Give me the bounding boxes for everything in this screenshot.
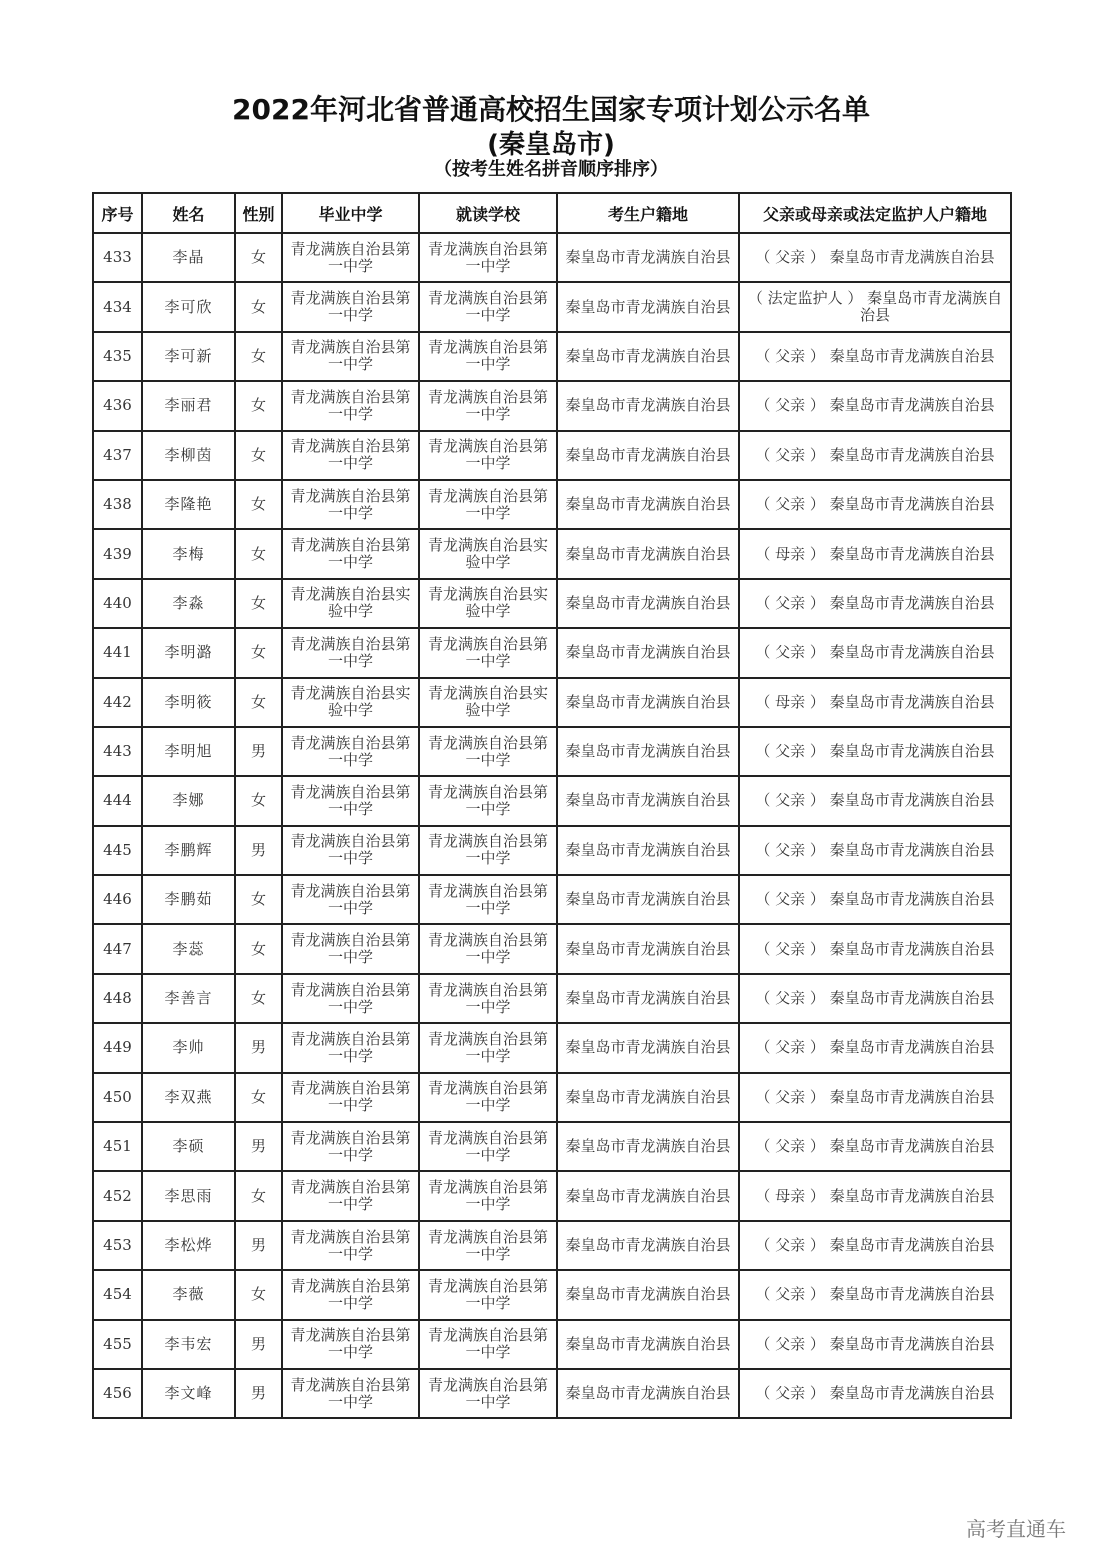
gender-cell: 女 [235, 381, 282, 430]
row-no-cell: 436 [93, 381, 142, 430]
grad-school-cell: 青龙满族自治县第一中学 [282, 233, 419, 282]
gender-cell: 男 [235, 1320, 282, 1369]
current-school-cell: 青龙满族自治县第一中学 [419, 875, 557, 924]
guardian-hukou-cell: （ 父亲 ） 秦皇岛市青龙满族自治县 [739, 233, 1011, 282]
guardian-hukou-cell: （ 父亲 ） 秦皇岛市青龙满族自治县 [739, 1270, 1011, 1319]
table-row [93, 1122, 1011, 1171]
table-row [93, 1171, 1011, 1220]
guardian-hukou-cell: （ 父亲 ） 秦皇岛市青龙满族自治县 [739, 1320, 1011, 1369]
grad-school-cell: 青龙满族自治县第一中学 [282, 727, 419, 776]
grad-school-cell: 青龙满族自治县第一中学 [282, 875, 419, 924]
row-no-cell: 450 [93, 1073, 142, 1122]
row-no-cell: 444 [93, 776, 142, 825]
current-school-cell: 青龙满族自治县第一中学 [419, 1320, 557, 1369]
current-school-cell: 青龙满族自治县实验中学 [419, 678, 557, 727]
gender-cell: 女 [235, 1270, 282, 1319]
student-name-cell: 李帅 [142, 1023, 235, 1072]
document-title: 2022年河北省普通高校招生国家专项计划公示名单 [232, 93, 870, 126]
guardian-hukou-cell: （ 父亲 ） 秦皇岛市青龙满族自治县 [739, 1122, 1011, 1171]
gender-cell: 男 [235, 1023, 282, 1072]
student-name-cell: 李硕 [142, 1122, 235, 1171]
header-name: 姓名 [142, 193, 235, 233]
gender-cell: 男 [235, 1221, 282, 1270]
student-hukou-cell: 秦皇岛市青龙满族自治县 [557, 332, 739, 381]
row-no-cell: 435 [93, 332, 142, 381]
header-no: 序号 [93, 193, 142, 233]
guardian-hukou-cell: （ 父亲 ） 秦皇岛市青龙满族自治县 [739, 579, 1011, 628]
current-school-cell: 青龙满族自治县第一中学 [419, 974, 557, 1023]
table-row [93, 1073, 1011, 1122]
grad-school-cell: 青龙满族自治县第一中学 [282, 1171, 419, 1220]
row-no-cell: 454 [93, 1270, 142, 1319]
student-hukou-cell: 秦皇岛市青龙满族自治县 [557, 1270, 739, 1319]
gender-cell: 女 [235, 875, 282, 924]
current-school-cell: 青龙满族自治县第一中学 [419, 1122, 557, 1171]
student-hukou-cell: 秦皇岛市青龙满族自治县 [557, 826, 739, 875]
grad-school-cell: 青龙满族自治县第一中学 [282, 826, 419, 875]
current-school-cell: 青龙满族自治县实验中学 [419, 529, 557, 578]
student-name-cell: 李蕊 [142, 924, 235, 973]
gender-cell: 女 [235, 431, 282, 480]
current-school-cell: 青龙满族自治县第一中学 [419, 282, 557, 331]
row-no-cell: 437 [93, 431, 142, 480]
gender-cell: 女 [235, 282, 282, 331]
guardian-hukou-cell: （ 父亲 ） 秦皇岛市青龙满族自治县 [739, 1369, 1011, 1418]
student-name-cell: 李淼 [142, 579, 235, 628]
guardian-hukou-cell: （ 父亲 ） 秦皇岛市青龙满族自治县 [739, 628, 1011, 677]
grad-school-cell: 青龙满族自治县第一中学 [282, 1073, 419, 1122]
student-name-cell: 李鹏辉 [142, 826, 235, 875]
guardian-hukou-cell: （ 父亲 ） 秦皇岛市青龙满族自治县 [739, 381, 1011, 430]
gender-cell: 男 [235, 1122, 282, 1171]
table-row [93, 875, 1011, 924]
student-hukou-cell: 秦皇岛市青龙满族自治县 [557, 678, 739, 727]
gender-cell: 男 [235, 727, 282, 776]
current-school-cell: 青龙满族自治县第一中学 [419, 480, 557, 529]
table-row [93, 1270, 1011, 1319]
table-row [93, 924, 1011, 973]
student-hukou-cell: 秦皇岛市青龙满族自治县 [557, 1221, 739, 1270]
current-school-cell: 青龙满族自治县第一中学 [419, 431, 557, 480]
student-hukou-cell: 秦皇岛市青龙满族自治县 [557, 1073, 739, 1122]
current-school-cell: 青龙满族自治县第一中学 [419, 1369, 557, 1418]
guardian-hukou-cell: （ 法定监护人 ） 秦皇岛市青龙满族自治县 [739, 282, 1011, 331]
gender-cell: 女 [235, 924, 282, 973]
student-hukou-cell: 秦皇岛市青龙满族自治县 [557, 1122, 739, 1171]
student-name-cell: 李柳茵 [142, 431, 235, 480]
gender-cell: 女 [235, 529, 282, 578]
student-hukou-cell: 秦皇岛市青龙满族自治县 [557, 431, 739, 480]
guardian-hukou-cell: （ 父亲 ） 秦皇岛市青龙满族自治县 [739, 826, 1011, 875]
table-row [93, 233, 1011, 282]
guardian-hukou-cell: （ 父亲 ） 秦皇岛市青龙满族自治县 [739, 431, 1011, 480]
student-hukou-cell: 秦皇岛市青龙满族自治县 [557, 776, 739, 825]
guardian-hukou-cell: （ 父亲 ） 秦皇岛市青龙满族自治县 [739, 875, 1011, 924]
row-no-cell: 441 [93, 628, 142, 677]
grad-school-cell: 青龙满族自治县实验中学 [282, 579, 419, 628]
current-school-cell: 青龙满族自治县第一中学 [419, 1073, 557, 1122]
watermark: 高考直通车 [966, 1517, 1066, 1541]
header-gender: 性别 [235, 193, 282, 233]
row-no-cell: 439 [93, 529, 142, 578]
grad-school-cell: 青龙满族自治县第一中学 [282, 1122, 419, 1171]
student-name-cell: 李可新 [142, 332, 235, 381]
row-no-cell: 456 [93, 1369, 142, 1418]
gender-cell: 女 [235, 776, 282, 825]
student-hukou-cell: 秦皇岛市青龙满族自治县 [557, 1320, 739, 1369]
guardian-hukou-cell: （ 父亲 ） 秦皇岛市青龙满族自治县 [739, 480, 1011, 529]
gender-cell: 女 [235, 1171, 282, 1220]
gender-cell: 女 [235, 1073, 282, 1122]
row-no-cell: 452 [93, 1171, 142, 1220]
row-no-cell: 434 [93, 282, 142, 331]
grad-school-cell: 青龙满族自治县第一中学 [282, 628, 419, 677]
table-row [93, 826, 1011, 875]
grad-school-cell: 青龙满族自治县第一中学 [282, 1270, 419, 1319]
gender-cell: 女 [235, 579, 282, 628]
table-row [93, 1023, 1011, 1072]
current-school-cell: 青龙满族自治县第一中学 [419, 1023, 557, 1072]
current-school-cell: 青龙满族自治县第一中学 [419, 1221, 557, 1270]
table-row [93, 282, 1011, 331]
table-row [93, 974, 1011, 1023]
grad-school-cell: 青龙满族自治县第一中学 [282, 332, 419, 381]
gender-cell: 男 [235, 1369, 282, 1418]
grad-school-cell: 青龙满族自治县第一中学 [282, 974, 419, 1023]
guardian-hukou-cell: （ 父亲 ） 秦皇岛市青龙满族自治县 [739, 1073, 1011, 1122]
current-school-cell: 青龙满族自治县第一中学 [419, 826, 557, 875]
student-hukou-cell: 秦皇岛市青龙满族自治县 [557, 480, 739, 529]
guardian-hukou-cell: （ 父亲 ） 秦皇岛市青龙满族自治县 [739, 727, 1011, 776]
student-name-cell: 李鹏茹 [142, 875, 235, 924]
student-name-cell: 李思雨 [142, 1171, 235, 1220]
student-name-cell: 李明旭 [142, 727, 235, 776]
table-row [93, 678, 1011, 727]
table-row [93, 776, 1011, 825]
student-name-cell: 李薇 [142, 1270, 235, 1319]
row-no-cell: 446 [93, 875, 142, 924]
student-name-cell: 李梅 [142, 529, 235, 578]
gender-cell: 女 [235, 332, 282, 381]
grad-school-cell: 青龙满族自治县第一中学 [282, 1221, 419, 1270]
student-hukou-cell: 秦皇岛市青龙满族自治县 [557, 628, 739, 677]
grad-school-cell: 青龙满族自治县第一中学 [282, 1023, 419, 1072]
student-name-cell: 李善言 [142, 974, 235, 1023]
student-hukou-cell: 秦皇岛市青龙满族自治县 [557, 1369, 739, 1418]
table-row [93, 480, 1011, 529]
table-row [93, 628, 1011, 677]
student-name-cell: 李晶 [142, 233, 235, 282]
student-hukou-cell: 秦皇岛市青龙满族自治县 [557, 233, 739, 282]
student-hukou-cell: 秦皇岛市青龙满族自治县 [557, 924, 739, 973]
grad-school-cell: 青龙满族自治县第一中学 [282, 529, 419, 578]
row-no-cell: 449 [93, 1023, 142, 1072]
table-row [93, 1369, 1011, 1418]
grad-school-cell: 青龙满族自治县实验中学 [282, 678, 419, 727]
header-current-school: 就读学校 [419, 193, 557, 233]
student-name-cell: 李韦宏 [142, 1320, 235, 1369]
current-school-cell: 青龙满族自治县第一中学 [419, 628, 557, 677]
guardian-hukou-cell: （ 父亲 ） 秦皇岛市青龙满族自治县 [739, 1221, 1011, 1270]
student-name-cell: 李丽君 [142, 381, 235, 430]
table-row [93, 727, 1011, 776]
guardian-hukou-cell: （ 父亲 ） 秦皇岛市青龙满族自治县 [739, 974, 1011, 1023]
row-no-cell: 451 [93, 1122, 142, 1171]
current-school-cell: 青龙满族自治县第一中学 [419, 727, 557, 776]
row-no-cell: 448 [93, 974, 142, 1023]
current-school-cell: 青龙满族自治县第一中学 [419, 924, 557, 973]
student-name-cell: 李娜 [142, 776, 235, 825]
student-hukou-cell: 秦皇岛市青龙满族自治县 [557, 727, 739, 776]
student-hukou-cell: 秦皇岛市青龙满族自治县 [557, 1023, 739, 1072]
table-row [93, 431, 1011, 480]
table-row [93, 332, 1011, 381]
current-school-cell: 青龙满族自治县第一中学 [419, 1171, 557, 1220]
student-hukou-cell: 秦皇岛市青龙满族自治县 [557, 1171, 739, 1220]
grad-school-cell: 青龙满族自治县第一中学 [282, 776, 419, 825]
student-hukou-cell: 秦皇岛市青龙满族自治县 [557, 579, 739, 628]
current-school-cell: 青龙满族自治县第一中学 [419, 1270, 557, 1319]
grad-school-cell: 青龙满族自治县第一中学 [282, 381, 419, 430]
table-row [93, 1320, 1011, 1369]
guardian-hukou-cell: （ 父亲 ） 秦皇岛市青龙满族自治县 [739, 776, 1011, 825]
header-guardian-hukou: 父亲或母亲或法定监护人户籍地 [739, 193, 1011, 233]
row-no-cell: 433 [93, 233, 142, 282]
current-school-cell: 青龙满族自治县第一中学 [419, 381, 557, 430]
student-hukou-cell: 秦皇岛市青龙满族自治县 [557, 282, 739, 331]
row-no-cell: 443 [93, 727, 142, 776]
student-hukou-cell: 秦皇岛市青龙满族自治县 [557, 529, 739, 578]
table-row [93, 529, 1011, 578]
current-school-cell: 青龙满族自治县实验中学 [419, 579, 557, 628]
gender-cell: 男 [235, 826, 282, 875]
table-row [93, 381, 1011, 430]
row-no-cell: 442 [93, 678, 142, 727]
document-subtitle: (秦皇岛市) [487, 130, 615, 160]
grad-school-cell: 青龙满族自治县第一中学 [282, 924, 419, 973]
grad-school-cell: 青龙满族自治县第一中学 [282, 431, 419, 480]
guardian-hukou-cell: （ 父亲 ） 秦皇岛市青龙满族自治县 [739, 1023, 1011, 1072]
gender-cell: 女 [235, 628, 282, 677]
student-name-cell: 李松烨 [142, 1221, 235, 1270]
gender-cell: 女 [235, 678, 282, 727]
row-no-cell: 453 [93, 1221, 142, 1270]
grad-school-cell: 青龙满族自治县第一中学 [282, 1369, 419, 1418]
student-hukou-cell: 秦皇岛市青龙满族自治县 [557, 974, 739, 1023]
header-hukou: 考生户籍地 [557, 193, 739, 233]
guardian-hukou-cell: （ 母亲 ） 秦皇岛市青龙满族自治县 [739, 678, 1011, 727]
current-school-cell: 青龙满族自治县第一中学 [419, 332, 557, 381]
gender-cell: 女 [235, 974, 282, 1023]
guardian-hukou-cell: （ 父亲 ） 秦皇岛市青龙满族自治县 [739, 332, 1011, 381]
grad-school-cell: 青龙满族自治县第一中学 [282, 1320, 419, 1369]
student-name-cell: 李文峰 [142, 1369, 235, 1418]
student-hukou-cell: 秦皇岛市青龙满族自治县 [557, 381, 739, 430]
header-grad-school: 毕业中学 [282, 193, 419, 233]
guardian-hukou-cell: （ 父亲 ） 秦皇岛市青龙满族自治县 [739, 924, 1011, 973]
table-header-row [93, 193, 1011, 233]
grad-school-cell: 青龙满族自治县第一中学 [282, 480, 419, 529]
table-row [93, 1221, 1011, 1270]
guardian-hukou-cell: （ 母亲 ） 秦皇岛市青龙满族自治县 [739, 1171, 1011, 1220]
roster-table [92, 192, 1012, 1419]
guardian-hukou-cell: （ 母亲 ） 秦皇岛市青龙满族自治县 [739, 529, 1011, 578]
grad-school-cell: 青龙满族自治县第一中学 [282, 282, 419, 331]
sort-note: （按考生姓名拼音顺序排序） [434, 159, 668, 180]
row-no-cell: 445 [93, 826, 142, 875]
gender-cell: 女 [235, 233, 282, 282]
row-no-cell: 455 [93, 1320, 142, 1369]
student-name-cell: 李可欣 [142, 282, 235, 331]
row-no-cell: 447 [93, 924, 142, 973]
student-name-cell: 李隆艳 [142, 480, 235, 529]
row-no-cell: 440 [93, 579, 142, 628]
current-school-cell: 青龙满族自治县第一中学 [419, 233, 557, 282]
student-hukou-cell: 秦皇岛市青龙满族自治县 [557, 875, 739, 924]
student-name-cell: 李明筱 [142, 678, 235, 727]
row-no-cell: 438 [93, 480, 142, 529]
student-name-cell: 李明潞 [142, 628, 235, 677]
gender-cell: 女 [235, 480, 282, 529]
current-school-cell: 青龙满族自治县第一中学 [419, 776, 557, 825]
table-row [93, 579, 1011, 628]
student-name-cell: 李双燕 [142, 1073, 235, 1122]
